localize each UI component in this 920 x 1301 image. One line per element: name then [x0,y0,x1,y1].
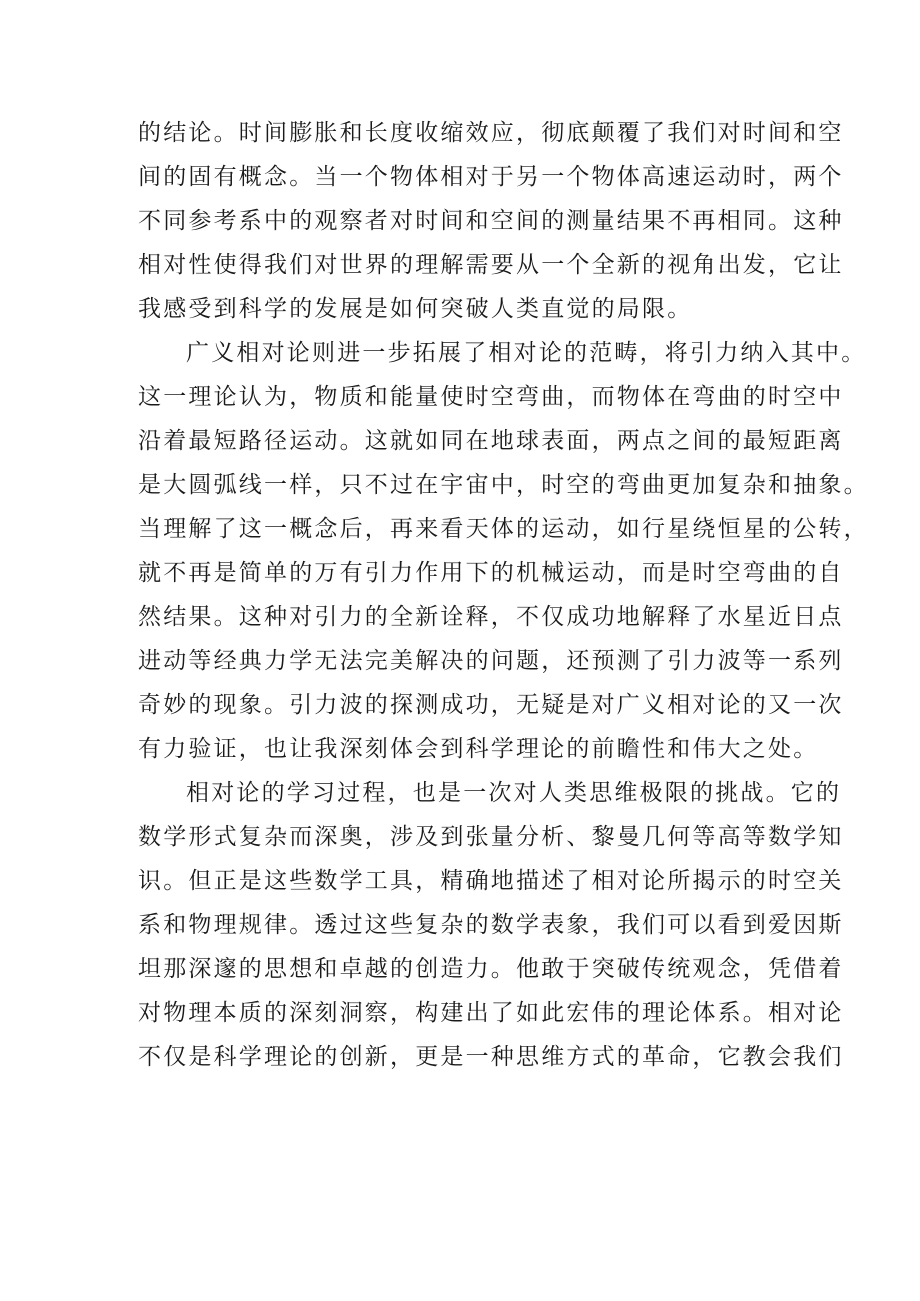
paragraph-3 [138,771,844,1079]
text-line: 这一理论认为，物质和能量使时空弯曲，而物体在弯曲的时空中 [138,384,844,410]
paragraph-2 [138,331,869,771]
text-line: 坦那深邃的思想和卓越的创造力。他敢于突破传统观念，凭借着 [138,956,844,982]
text-line: 就不再是简单的万有引力作用下的机械运动，而是时空弯曲的自 [138,560,844,586]
text-line: 广义相对论则进一步拓展了相对论的范畴，将引力纳入其中。 [186,340,867,366]
text-line: 不仅是科学理论的创新，更是一种思维方式的革命，它教会我们 [138,1044,844,1070]
text-line: 系和物理规律。透过这些复杂的数学表象，我们可以看到爱因斯 [138,912,844,938]
text-line: 间的固有概念。当一个物体相对于另一个物体高速运动时，两个 [138,164,844,190]
text-line: 进动等经典力学无法完美解决的问题，还预测了引力波等一系列 [138,648,844,674]
text-line: 不同参考系中的观察者对时间和空间的测量结果不再相同。这种 [138,208,844,234]
text-line: 奇妙的现象。引力波的探测成功，无疑是对广义相对论的又一次 [138,692,844,718]
text-line: 相对论的学习过程，也是一次对人类思维极限的挑战。它的 [186,780,842,806]
text-line: 相对性使得我们对世界的理解需要从一个全新的视角出发，它让 [138,252,844,278]
text-line: 的结论。时间膨胀和长度收缩效应，彻底颠覆了我们对时间和空 [138,120,844,146]
text-line: 识。但正是这些数学工具，精确地描述了相对论所揭示的时空关 [138,868,844,894]
text-line: 对物理本质的深刻洞察，构建出了如此宏伟的理论体系。相对论 [138,1000,844,1026]
text-line: 当理解了这一概念后，再来看天体的运动，如行星绕恒星的公转， [138,516,869,542]
text-line: 我感受到科学的发展是如何突破人类直觉的局限。 [138,296,693,322]
essay-body [138,111,869,1079]
text-line: 然结果。这种对引力的全新诠释，不仅成功地解释了水星近日点 [138,604,844,630]
text-line: 数学形式复杂而深奥，涉及到张量分析、黎曼几何等高等数学知 [138,824,844,850]
text-line: 有力验证，也让我深刻体会到科学理论的前瞻性和伟大之处。 [138,736,819,762]
text-line: 沿着最短路径运动。这就如同在地球表面，两点之间的最短距离 [138,428,844,454]
text-line: 是大圆弧线一样，只不过在宇宙中，时空的弯曲更加复杂和抽象。 [138,472,869,498]
paragraph-1 [138,111,844,331]
